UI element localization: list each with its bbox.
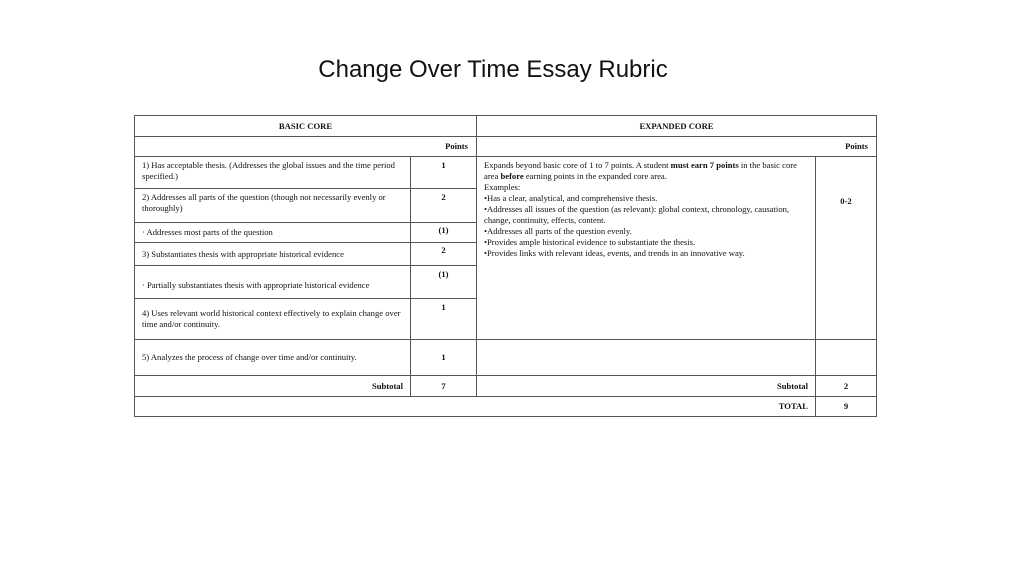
example-item: •Provides links with relevant ideas, events, and trends in an innovative way. xyxy=(484,248,745,258)
basic-points: 1 xyxy=(410,339,477,376)
basic-criterion: 1) Has acceptable thesis. (Addresses the global issues and the time period specified.) xyxy=(134,156,411,189)
total-label: TOTAL xyxy=(134,396,816,417)
example-item: •Has a clear, analytical, and comprehensive thesis. xyxy=(484,193,658,203)
basic-criterion: 3) Substantiates thesis with appropriate historical evidence xyxy=(134,242,411,266)
expanded-points: 0-2 xyxy=(815,156,877,340)
basic-criterion: · Addresses most parts of the question xyxy=(134,222,411,243)
expanded-empty-points xyxy=(815,339,877,376)
basic-criterion: 4) Uses relevant world historical context effectively to explain change over time and/or continuity. xyxy=(134,298,411,340)
expanded-points-header: Points xyxy=(476,136,877,157)
example-item: •Provides ample historical evidence to substantiate the thesis. xyxy=(484,237,696,247)
expanded-empty-cell xyxy=(476,339,816,376)
example-item: •Addresses all issues of the question (as relevant): global context, chronology, causation, change, continuity, effects, content. xyxy=(484,204,790,225)
basic-subtotal-label: Subtotal xyxy=(134,375,411,397)
basic-criterion: · Partially substantiates thesis with appropriate historical evidence xyxy=(134,265,411,299)
basic-points: (1) xyxy=(410,222,477,243)
expanded-subtotal-label: Subtotal xyxy=(476,375,816,397)
basic-points: 2 xyxy=(410,242,477,266)
basic-core-header: BASIC CORE xyxy=(134,115,477,137)
basic-points-header: Points xyxy=(134,136,477,157)
examples-label: Examples: xyxy=(484,182,521,192)
expanded-subtotal: 2 xyxy=(815,375,877,397)
basic-points: 1 xyxy=(410,156,477,189)
total-value: 9 xyxy=(815,396,877,417)
expanded-intro: Expands beyond basic core of 1 to 7 points. A student must earn 7 points in the basic core area before earning points in the expanded core area. xyxy=(484,160,797,181)
basic-points: 2 xyxy=(410,188,477,223)
page-title: Change Over Time Essay Rubric xyxy=(318,56,668,83)
basic-criterion: 5) Analyzes the process of change over time and/or continuity. xyxy=(134,339,411,376)
basic-points: 1 xyxy=(410,298,477,340)
basic-criterion: 2) Addresses all parts of the question (though not necessarily evenly or thoroughly) xyxy=(134,188,411,223)
example-item: •Addresses all parts of the question evenly. xyxy=(484,226,632,236)
expanded-description xyxy=(476,156,816,340)
expanded-core-header: EXPANDED CORE xyxy=(476,115,877,137)
basic-points: (1) xyxy=(410,265,477,299)
basic-subtotal: 7 xyxy=(410,375,477,397)
